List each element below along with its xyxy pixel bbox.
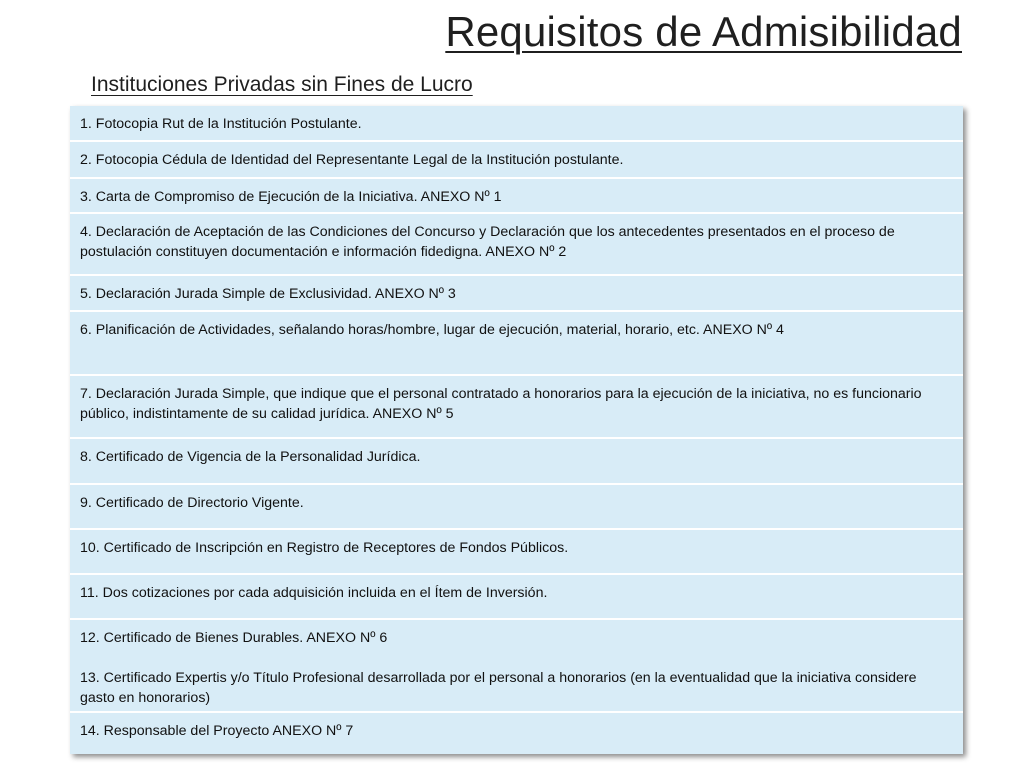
table-row [70,439,963,485]
table-row [70,214,963,276]
requirement-text: 8. Certificado de Vigencia de la Personalidad Jurídica. [80,449,421,465]
table-row [70,376,963,439]
requirement-text: 6. Planificación de Actividades, señalando horas/hombre, lugar de ejecución, material, horario, etc. ANEXO Nº 4 [80,322,784,338]
table-row [70,312,963,376]
requirement-text: 4. Declaración de Aceptación de las Condiciones del Concurso y Declaración que los antecedentes presentados en el proceso de postulación constituyen documentación e información fidedigna. ANEXO Nº 2 [80,224,895,260]
requirement-text: 11. Dos cotizaciones por cada adquisición incluida en el Ítem de Inversión. [80,585,548,601]
requirement-text: 2. Fotocopia Cédula de Identidad del Representante Legal de la Institución postulante. [80,152,624,168]
requirement-text: 9. Certificado de Directorio Vigente. [80,495,304,511]
requirement-text: 13. Certificado Expertis y/o Título Profesional desarrollada por el personal a honorarios (en la eventualidad que la iniciativa considere gasto en honorarios) [80,670,917,706]
requirements-table [70,106,963,754]
table-row [70,620,963,713]
table-row [70,713,963,754]
table-row [70,530,963,575]
requirement-text: 14. Responsable del Proyecto ANEXO Nº 7 [80,723,354,739]
page-title: Requisitos de Admisibilidad [445,8,962,55]
requirement-text: 3. Carta de Compromiso de Ejecución de la Iniciativa. ANEXO Nº 1 [80,189,502,205]
requirement-text: 1. Fotocopia Rut de la Institución Postulante. [80,116,362,132]
requirement-text: 12. Certificado de Bienes Durables. ANEXO Nº 6 [80,630,388,646]
table-row [70,142,963,179]
requirement-text: 5. Declaración Jurada Simple de Exclusividad. ANEXO Nº 3 [80,286,456,302]
requirement-text: 7. Declaración Jurada Simple, que indique que el personal contratado a honorarios para la ejecución de la iniciativa, no es funcionario público, indistintamente de su calidad jurídica. ANEXO Nº 5 [80,386,922,422]
table-row [70,179,963,214]
table-row [70,276,963,312]
table-row [70,485,963,530]
requirement-text: 10. Certificado de Inscripción en Registro de Receptores de Fondos Públicos. [80,540,569,556]
table-row [70,106,963,142]
page-subtitle: Instituciones Privadas sin Fines de Lucro [91,73,473,96]
table-row [70,575,963,620]
